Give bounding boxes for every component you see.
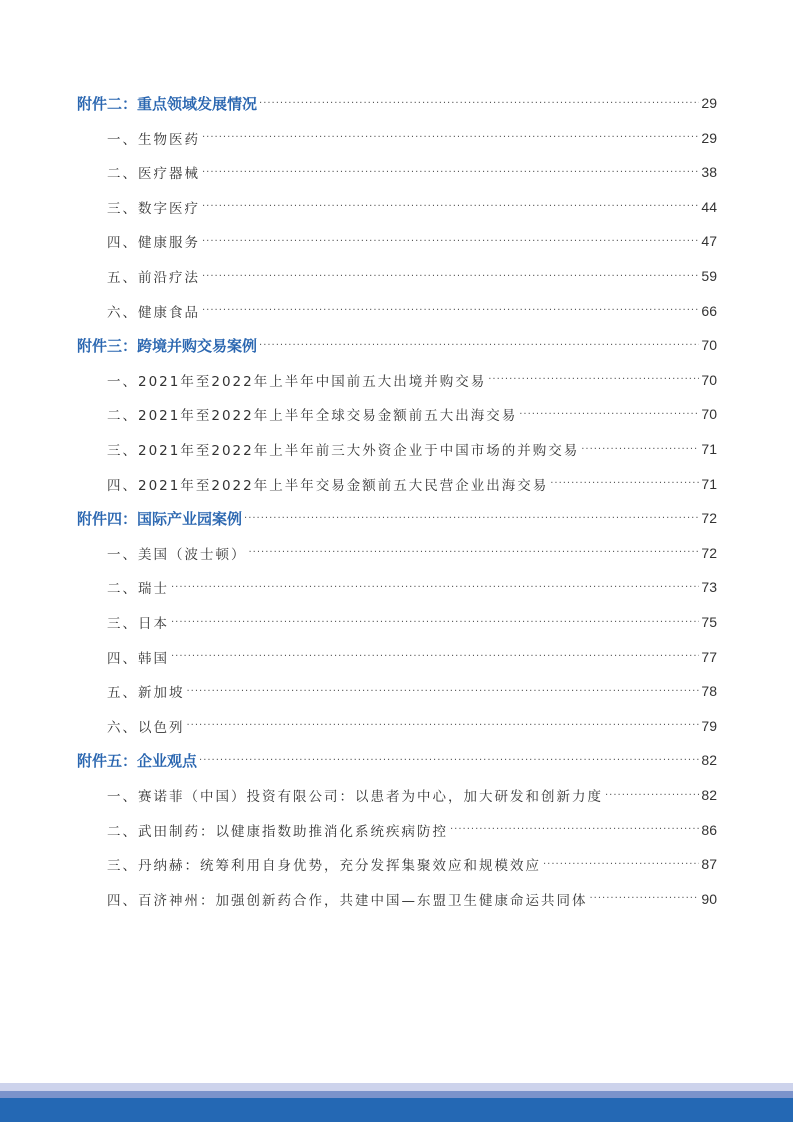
toc-section-heading[interactable] — [77, 506, 717, 530]
toc-title: 一、生物医药 — [107, 131, 200, 148]
toc-page-number: 70 — [701, 337, 717, 354]
toc-entry[interactable] — [107, 472, 717, 496]
toc-entry[interactable] — [107, 402, 717, 426]
toc-page-number: 77 — [701, 648, 717, 665]
toc-entry[interactable] — [107, 229, 717, 253]
footer-band-mid — [0, 1091, 793, 1098]
footer-band-dark — [0, 1098, 793, 1122]
toc-entry[interactable] — [107, 783, 717, 807]
toc-page-number: 82 — [701, 787, 717, 803]
toc-title: 三、日本 — [107, 616, 169, 632]
toc-entry[interactable] — [107, 368, 717, 392]
leader-dots — [550, 478, 699, 489]
toc-page-number: 78 — [701, 683, 717, 700]
toc-page-number: 59 — [701, 268, 717, 284]
leader-dots — [171, 651, 699, 662]
toc-title: 二、武田制药：以健康指数助推消化系统疾病防控 — [107, 823, 448, 840]
toc-page-number: 72 — [701, 544, 717, 561]
toc-title: 六、以色列 — [107, 719, 185, 736]
toc-title: 五、新加坡 — [107, 685, 185, 702]
toc-page-number: 71 — [701, 475, 717, 492]
toc-entry[interactable] — [107, 575, 717, 599]
toc-page-number: 70 — [701, 371, 717, 388]
toc-entry[interactable] — [107, 299, 717, 323]
toc-title: 三、丹纳赫：统筹利用自身优势，充分发挥集聚效应和规模效应 — [107, 858, 541, 875]
toc-entry[interactable] — [107, 645, 717, 669]
toc-section-heading[interactable] — [77, 333, 717, 357]
toc-entry[interactable] — [107, 160, 717, 184]
toc-entry[interactable] — [107, 679, 717, 703]
toc-title: 一、赛诺菲（中国）投资有限公司：以患者为中心，加大研发和创新力度 — [107, 789, 603, 805]
leader-dots — [519, 409, 699, 420]
leader-dots — [202, 201, 699, 212]
toc-entry[interactable] — [107, 610, 717, 634]
leader-dots — [488, 374, 699, 385]
toc-title: 三、2021年至2022年上半年前三大外资企业于中国市场的并购交易 — [107, 443, 580, 459]
toc-page-number: 47 — [701, 233, 717, 250]
leader-dots — [171, 617, 699, 628]
leader-dots — [199, 755, 699, 766]
leader-dots — [605, 790, 699, 801]
toc-title: 附件四：国际产业园案例 — [77, 509, 243, 528]
toc-title: 附件三：跨境并购交易案例 — [77, 336, 258, 355]
footer-band-light — [0, 1083, 793, 1091]
leader-dots — [543, 859, 699, 870]
toc-title: 二、医疗器械 — [107, 166, 200, 183]
toc-entry[interactable] — [107, 887, 717, 911]
toc-entry[interactable] — [107, 437, 717, 461]
toc-entry[interactable] — [107, 126, 717, 150]
toc-entry[interactable] — [107, 714, 717, 738]
leader-dots — [202, 271, 699, 282]
toc-page-number: 70 — [701, 406, 717, 423]
toc-title: 三、数字医疗 — [107, 200, 200, 217]
leader-dots — [187, 720, 700, 731]
leader-dots — [259, 340, 699, 351]
toc-section-heading[interactable] — [77, 748, 717, 772]
toc-page-number: 75 — [701, 614, 717, 630]
toc-title: 四、百济神州：加强创新药合作，共建中国—东盟卫生健康命运共同体 — [107, 892, 588, 909]
leader-dots — [249, 547, 700, 558]
leader-dots — [187, 686, 700, 697]
toc-page-number: 66 — [701, 302, 717, 319]
leader-dots — [244, 513, 699, 524]
toc-title: 六、健康食品 — [107, 304, 200, 321]
toc-page-number: 38 — [701, 164, 717, 181]
toc-page-number: 72 — [701, 510, 717, 527]
toc-entry[interactable] — [107, 541, 717, 565]
leader-dots — [581, 444, 699, 455]
toc-page-number: 87 — [701, 856, 717, 873]
toc-page-number: 79 — [701, 717, 717, 734]
toc-title: 一、2021年至2022年上半年中国前五大出境并购交易 — [107, 373, 487, 390]
leader-dots — [202, 167, 699, 178]
leader-dots — [202, 236, 699, 247]
toc-title: 四、韩国 — [107, 650, 169, 667]
leader-dots — [202, 305, 699, 316]
toc-page-number: 73 — [701, 579, 717, 596]
toc-entry[interactable] — [107, 195, 717, 219]
toc-title: 附件五：企业观点 — [77, 751, 198, 770]
toc-title: 四、2021年至2022年上半年交易金额前五大民营企业出海交易 — [107, 477, 549, 494]
toc-entry[interactable] — [107, 264, 717, 288]
leader-dots — [450, 824, 699, 835]
toc-title: 附件二：重点领域发展情况 — [77, 94, 258, 113]
leader-dots — [259, 98, 699, 109]
toc-title: 四、健康服务 — [107, 235, 200, 252]
toc-page-number: 86 — [701, 821, 717, 838]
toc-title: 五、前沿疗法 — [107, 270, 200, 286]
toc-page-number: 90 — [701, 890, 717, 907]
toc-title: 二、2021年至2022年上半年全球交易金额前五大出海交易 — [107, 408, 518, 425]
toc-title: 一、美国（波士顿） — [107, 546, 247, 563]
toc-page-number: 29 — [701, 129, 717, 146]
toc-entry[interactable] — [107, 852, 717, 876]
leader-dots — [590, 893, 700, 904]
toc-page-number: 44 — [701, 198, 717, 215]
toc-entry[interactable] — [107, 818, 717, 842]
toc-page-number: 71 — [701, 441, 717, 457]
toc-page-number: 29 — [701, 95, 717, 111]
leader-dots — [202, 132, 699, 143]
leader-dots — [171, 582, 699, 593]
toc-title: 二、瑞士 — [107, 581, 169, 598]
toc-section-heading[interactable] — [77, 91, 717, 115]
toc-page-number: 82 — [701, 752, 717, 769]
